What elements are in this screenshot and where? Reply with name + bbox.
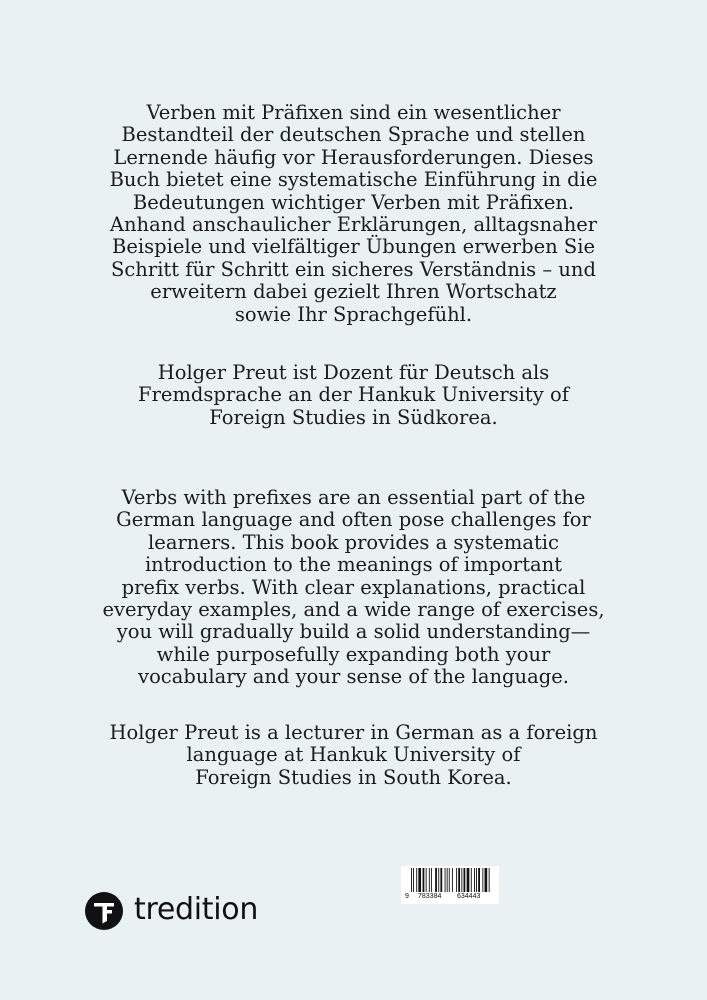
text-line: Verbs with prefixes are an essential part of the	[121, 486, 586, 509]
text-line: erweitern dabei gezielt Ihren Wortschatz	[150, 280, 557, 304]
barcode-bars	[401, 866, 499, 893]
text-line: vocabulary and your sense of the language.	[138, 665, 569, 689]
text-line: German language and often pose challenges for	[116, 508, 591, 532]
publisher-name: tredition	[134, 892, 259, 927]
text-line: sowie Ihr Sprachgefühl.	[234, 302, 473, 326]
text-line: Buch bietet eine systematische Einführung in die	[109, 168, 598, 192]
text-line: Lernende häufig vor Herausforderungen. Dieses	[113, 145, 594, 169]
barcode-lead-digit: 9	[405, 893, 409, 900]
text-line: while purposefully expanding both your	[156, 642, 551, 666]
german-author-bio	[0, 362, 707, 429]
text-line: you will gradually build a solid understanding—	[116, 620, 591, 644]
barcode-right-digits: 634443	[457, 893, 481, 900]
text-line: everyday examples, and a wide range of exercises,	[102, 598, 605, 622]
text-line: Schritt für Schritt ein sicheres Verständnis – und	[111, 257, 596, 281]
text-line: Holger Preut ist Dozent für Deutsch als	[157, 361, 550, 384]
isbn-barcode	[401, 866, 499, 904]
text-line: introduction to the meanings of important	[144, 553, 563, 577]
text-line: language at Hankuk University of	[186, 743, 521, 767]
text-line: prefix verbs. With clear explanations, practical	[121, 575, 586, 599]
text-line: Bestandteil der deutschen Sprache und stellen	[121, 123, 586, 147]
barcode-left-digits: 783384	[418, 893, 442, 900]
text-line: Anhand anschaulicher Erklärungen, alltagsnaher	[109, 213, 598, 237]
text-line: Foreign Studies in South Korea.	[195, 765, 512, 789]
text-line: Foreign Studies in Südkorea.	[209, 405, 498, 429]
text-line: Verben mit Präfixen sind ein wesentlicher	[146, 101, 561, 124]
text-line: Fremdsprache an der Hankuk University of	[138, 383, 569, 407]
text-line: Beispiele und vielfältiger Übungen erwerben Sie	[111, 235, 595, 259]
text-line: Holger Preut is a lecturer in German as a foreign	[109, 721, 598, 744]
english-author-bio	[0, 722, 707, 789]
german-description	[0, 102, 707, 326]
text-line: learners. This book provides a systematic	[148, 530, 559, 554]
tredition-logo-icon	[85, 892, 123, 930]
english-description	[0, 487, 707, 689]
text-line: Bedeutungen wichtiger Verben mit Präfixen.	[132, 190, 575, 214]
